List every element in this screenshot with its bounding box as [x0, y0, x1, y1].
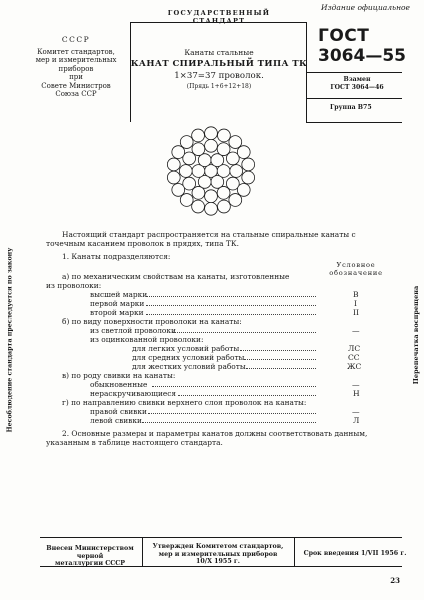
code-value: — [352, 380, 360, 389]
wire-circle [237, 146, 250, 159]
code-value: ЖС [347, 362, 362, 371]
side-note-right [410, 260, 422, 410]
dot-leader [240, 345, 316, 351]
dot-leader [246, 363, 316, 369]
wire-circle [192, 200, 205, 213]
list-item: нераскручивающиеся [90, 389, 177, 398]
code-value: СС [348, 353, 360, 362]
wire-circle [172, 146, 185, 159]
wire-circle [242, 171, 255, 184]
side-note-left-text: Несоблюдение стандарта преследуется по закону [6, 247, 14, 433]
wire-circle [229, 136, 242, 149]
list-item: г) по направлению свивки верхнего слоя проволок на канаты: [62, 398, 307, 407]
list-item: для легких условий работы [132, 344, 240, 353]
dot-leader [148, 408, 316, 414]
wire-circle [179, 165, 192, 178]
footer-rule-top [40, 537, 402, 538]
wire-circle [180, 136, 193, 149]
wire-circle [218, 200, 231, 213]
wire-circle [205, 190, 218, 203]
page-number: 23 [390, 576, 400, 585]
wire-circle [167, 171, 180, 184]
subtitle: Канаты стальные [184, 48, 254, 57]
item2-paragraph: 2. Основные размеры и параметры канатов должны соответствовать данным, указанным в таблице настоящего стандарта. [46, 429, 368, 447]
footer-approved [146, 543, 290, 566]
code-value: В [353, 290, 359, 299]
wire-circle [217, 186, 230, 199]
dot-leader [244, 354, 316, 360]
side-note-right-text: Перепечатка воспрещена [412, 285, 420, 385]
list-item: б) по виду поверхности проволоки на канаты: [62, 317, 242, 326]
wire-circle [242, 158, 255, 171]
state-standard-label: ГОСУДАРСТВЕННЫЙ СТАНДАРТ [167, 9, 271, 25]
list-item: из светлой проволоки [90, 326, 176, 335]
dot-leader [142, 417, 316, 423]
list-item: левой свивки [90, 416, 142, 425]
dot-leader [152, 381, 316, 387]
replaces-block [318, 76, 396, 91]
footer-effective-date: Срок введения 1/VII 1956 г. [303, 550, 407, 557]
committee-line: приборов [58, 64, 94, 73]
dot-leader [178, 390, 316, 396]
list-item: правой свивки [90, 407, 147, 416]
gost-number: 3064—55 [318, 46, 406, 66]
wire-circle [172, 184, 185, 197]
intro-paragraph: Настоящий стандарт распространяется на стальные спиральные канаты с точечным касанием проволок в прядях, типа ТК. [46, 230, 356, 248]
wire-circle [218, 129, 231, 142]
wire-circle [205, 139, 218, 152]
code-value: ЛС [348, 344, 361, 353]
footer-line: металлургии СССР [55, 560, 125, 567]
wire-circle [205, 127, 218, 140]
list-item: из проволоки: [46, 281, 102, 290]
committee-line: Союза ССР [55, 90, 97, 98]
wire-circle [180, 194, 193, 207]
list-item: а) по механическим свойствам на канаты, изготовленные [62, 272, 290, 281]
code-value: II [353, 308, 359, 317]
footer-line: 10/X 1955 г. [196, 558, 240, 565]
dot-leader [146, 291, 316, 297]
footer-introduced [40, 545, 140, 568]
committee-block [24, 36, 128, 99]
code-value: — [352, 326, 360, 335]
rope-cross-section-figure [166, 126, 256, 216]
wire-circle [229, 194, 242, 207]
footer-rule-divider [142, 537, 143, 566]
side-note-left [4, 215, 16, 465]
list-item: второй марки [90, 308, 144, 317]
committee-line: Комитет стандартов, [37, 47, 115, 56]
footer-line: Внесен Министерством черной [46, 545, 134, 560]
country: СССР [61, 35, 91, 44]
group-code: Группа В75 [330, 104, 372, 111]
footer-rule-divider [294, 537, 295, 566]
list-item: высшей марки [90, 290, 148, 299]
wire-circle [167, 158, 180, 171]
header-rule-bottom [306, 122, 402, 123]
list-item: для средних условий работы [132, 353, 245, 362]
dot-leader [172, 327, 316, 333]
legend-header-line: Условное [336, 261, 376, 269]
code-value: Н [353, 389, 360, 398]
header-rule-group [306, 98, 402, 99]
wire-circle [192, 129, 205, 142]
list-item: первой марки [90, 299, 145, 308]
title-block [130, 48, 308, 90]
edition-note: Издание официальное [321, 3, 410, 12]
wire-circle [230, 165, 243, 178]
code-value: I [354, 299, 357, 308]
committee-line: мер и измерительных [35, 56, 117, 64]
legend-header-line: обозначение [329, 268, 383, 277]
dot-leader [146, 300, 316, 306]
code-value: Л [353, 416, 360, 425]
list-item: из оцинкованной проволоки: [90, 335, 204, 344]
committee-line: при [69, 73, 83, 81]
replaces-label: Взамен [343, 76, 371, 83]
header-rule-gost [306, 72, 402, 73]
wire-circle [237, 184, 250, 197]
committee-line: Совете Министров [41, 81, 111, 90]
list-item: обыкновенные [90, 380, 148, 389]
code-value: — [352, 407, 360, 416]
list-item: для жестких условий работы [132, 362, 246, 371]
footer-line: Утвержден Комитетом стандартов, [152, 543, 284, 550]
wire-circle [192, 143, 205, 156]
dot-leader [146, 309, 316, 315]
list-item: в) по роду свивки на канаты: [62, 371, 176, 380]
footer-line: мер и измерительных приборов [158, 550, 278, 558]
wire-circle [205, 202, 218, 215]
replaces-value: ГОСТ 3064—46 [330, 83, 384, 91]
legend-header [326, 262, 386, 277]
wire-formula: 1×37=37 проволок. [174, 71, 264, 81]
strand-formula: (Прядь 1+6+12+18) [186, 83, 252, 90]
gost-label: ГОСТ [318, 26, 370, 46]
page-title: КАНАТ СПИРАЛЬНЫЙ ТИПА ТК [130, 59, 308, 69]
item1-heading: 1. Канаты подразделяются: [62, 252, 171, 261]
